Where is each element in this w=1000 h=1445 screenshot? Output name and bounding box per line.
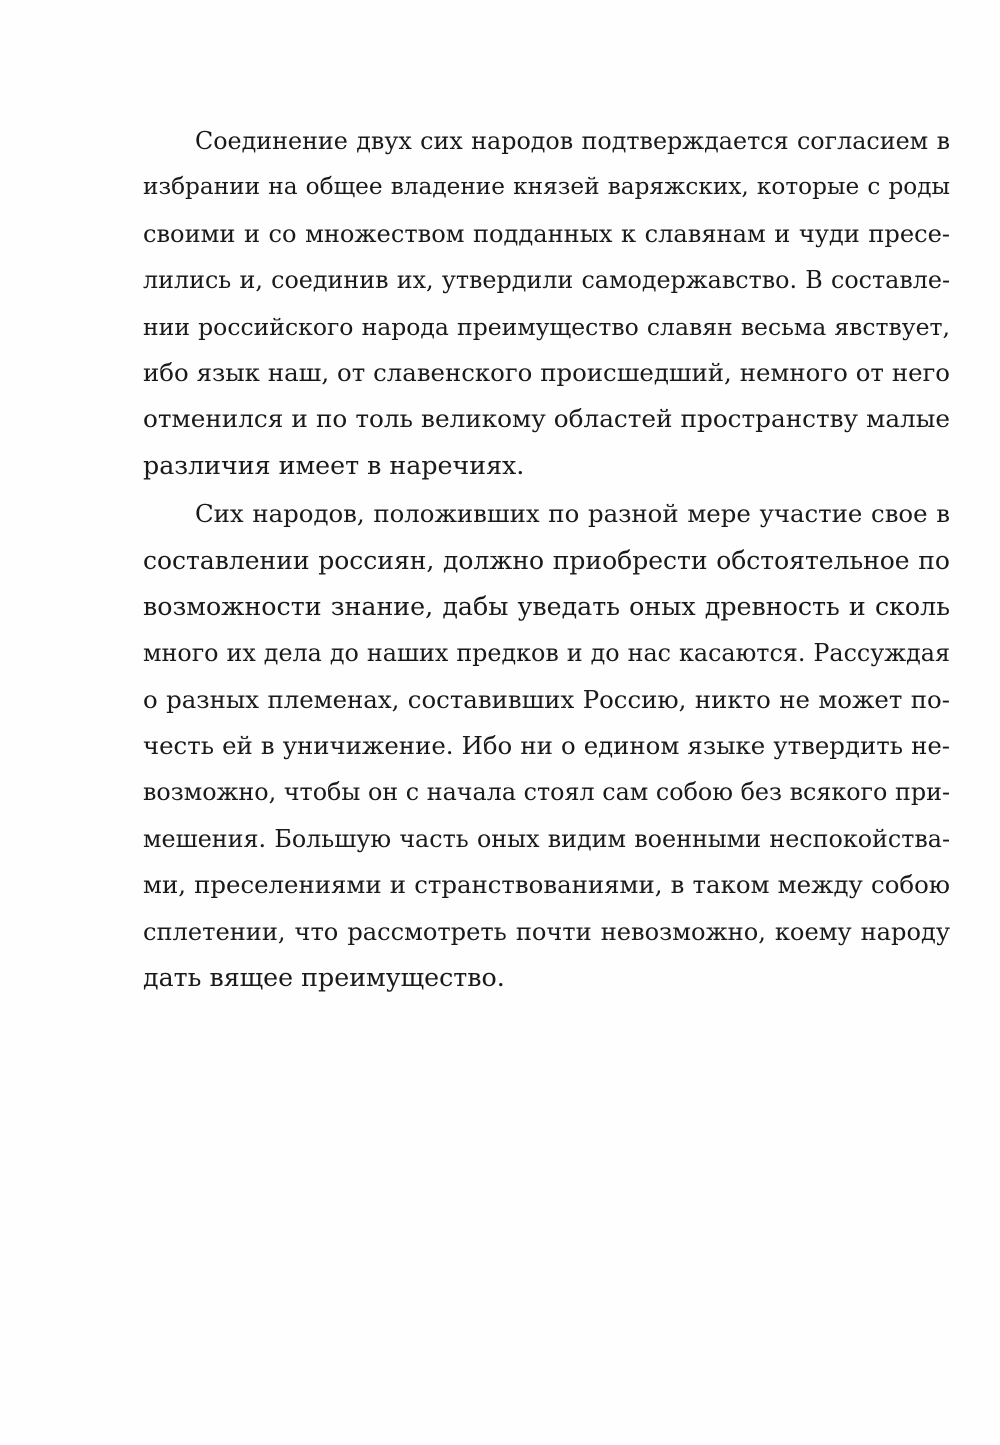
- text-line: честь ей в уничижение. Ибо ни о едином языке утвердить не-: [143, 731, 950, 761]
- text-line: возможности знание, дабы уведать оных древность и сколь: [143, 591, 950, 621]
- text-line: Соединение двух сих народов подтверждается согласием в: [195, 127, 950, 155]
- text-line: дать вящее преимущество.: [143, 963, 505, 993]
- text-line: Сих народов, положивших по разной мере участие свое в: [195, 499, 950, 529]
- text-line: лились и, соединив их, утвердили самодержавство. В составле-: [143, 266, 950, 295]
- text-line: различия имеет в наречиях.: [143, 450, 525, 480]
- text-line: составлении россиян, должно приобрести обстоятельное по: [143, 545, 950, 575]
- text-line: ибо язык наш, от славенского происшедший, немного от него: [143, 357, 950, 387]
- text-line: мешения. Большую часть оных видим военными неспокойства-: [143, 824, 950, 853]
- paragraph-1: [143, 118, 950, 489]
- text-line: сплетении, что рассмотреть почти невозможно, коему народу: [143, 917, 950, 946]
- body-text: [143, 118, 950, 1001]
- text-line: ми, преселениями и странствованиями, в таком между собою: [143, 870, 950, 900]
- text-line: возможно, чтобы он с начала стоял сам собою без всякого при-: [143, 778, 950, 807]
- text-line: своими и со множеством подданных к славянам и чуди пресе-: [143, 219, 950, 248]
- text-line: о разных племенах, составивших Россию, никто не может по-: [143, 684, 950, 714]
- text-line: отменился и по толь великому областей пространству малые: [143, 404, 950, 434]
- text-line: много их дела до наших предков и до нас касаются. Рассуждая: [143, 639, 950, 668]
- text-line: избрании на общее владение князей варяжских, которые с роды: [143, 173, 950, 201]
- text-line: нии российского народа преимущество славян весьма явствует,: [143, 312, 950, 341]
- paragraph-2: [143, 491, 950, 1001]
